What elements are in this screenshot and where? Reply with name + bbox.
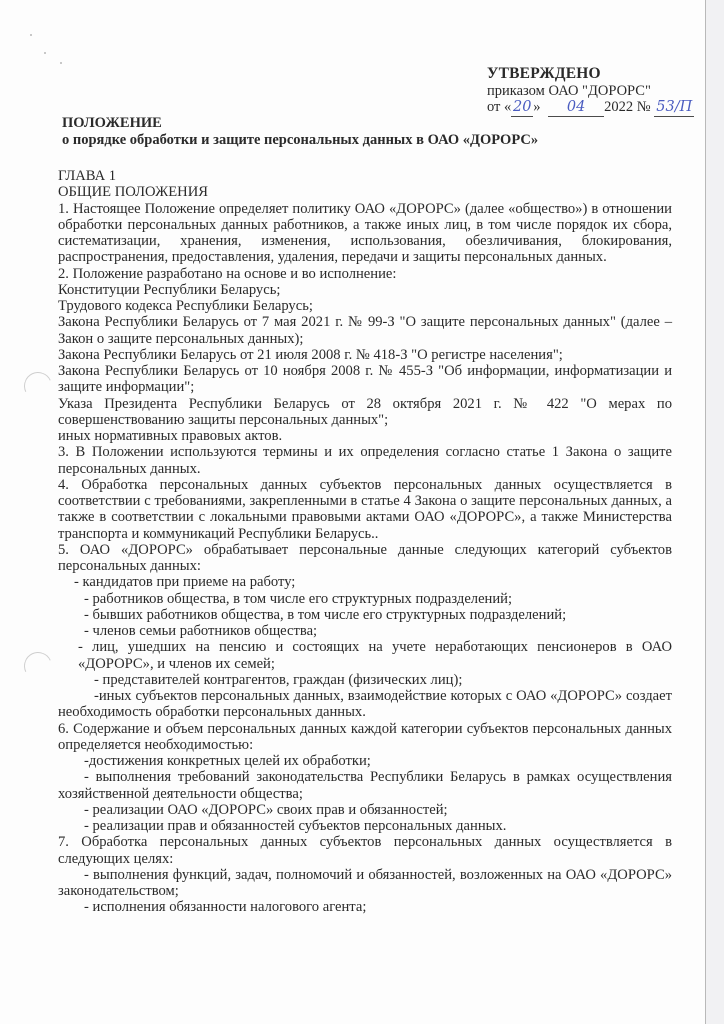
subject-category-item: - кандидатов при приеме на работу; xyxy=(74,574,296,591)
paragraph-4: 4. Обработка персональных данных субъектов персональных данных осуществляется в соответствии с требованиями, закрепленными в статье 4 Закона о защите персональных данных, а также в соответствии с локальными правовыми актами ОАО «ДОРОРС», а также Министерства транспорта и коммуникаций Республики Беларусь.. xyxy=(58,476,672,542)
approval-date-line xyxy=(487,99,694,117)
document-body xyxy=(58,168,672,916)
legal-basis-item: Указа Президента Республики Беларусь от 28 октября 2021 г. № 422 "О мерах по совершенствованию защиты персональных данных"; xyxy=(58,395,672,428)
paragraph-5: 5. ОАО «ДОРОРС» обрабатывает персональные данные следующих категорий субъектов персональных данных: xyxy=(58,541,672,574)
paragraph-7: 7. Обработка персональных данных субъектов персональных данных осуществляется в следующих целях: xyxy=(58,834,672,867)
handwritten-month: 04 xyxy=(548,99,604,117)
legal-basis-item: Закона Республики Беларусь от 21 июля 2008 г. № 418-З "О регистре населения"; xyxy=(58,346,563,363)
paragraph-1: 1. Настоящее Положение определяет политику ОАО «ДОРОРС» (далее «общество») в отношении обработки персональных данных работников, а также иных лиц, в том числе порядок их сбора, систематизации, хранения, изменения, использования, обезличивания, блокирования, распространения, предоставления, удаления, передачи и защиты персональных данных. xyxy=(58,200,672,266)
paragraph-2: 2. Положение разработано на основе и во исполнение: xyxy=(58,265,397,282)
purpose-item: - выполнения функций, задач, полномочий и обязанностей, возложенных на ОАО «ДОРОРС» законодательством; xyxy=(58,866,672,899)
title-line-1: ПОЛОЖЕНИЕ xyxy=(62,115,162,131)
legal-basis-item: Трудового кодекса Республики Беларусь; xyxy=(58,298,313,314)
subject-category-item: - членов семьи работников общества; xyxy=(84,623,318,639)
title-line-2: о порядке обработки и защите персональных данных в ОАО «ДОРОРС» xyxy=(62,132,539,148)
legal-basis-item: Конституции Республики Беларусь; xyxy=(58,281,281,298)
handwritten-day: 20 xyxy=(513,99,532,115)
legal-basis-item: Закона Республики Беларусь от 7 мая 2021 г. № 99-З "О защите персональных данных" (далее – Закон о защите персональных данных); xyxy=(58,314,672,347)
subject-category-item: - работников общества, в том числе его структурных подразделений; xyxy=(84,590,513,607)
subject-category-item: - лиц, ушедших на пенсию и состоящих на учете неработающих пенсионеров в ОАО «ДОРОРС», и членов их семей; xyxy=(78,639,672,672)
punch-hole-mark xyxy=(20,648,56,684)
date-mid: » xyxy=(533,99,541,115)
subject-category-item: - представителей контрагентов, граждан (физических лиц); xyxy=(94,671,463,688)
necessity-item: - реализации прав и обязанностей субъектов персональных данных. xyxy=(84,818,507,834)
necessity-item: - реализации ОАО «ДОРОРС» своих прав и обязанностей; xyxy=(84,801,448,818)
necessity-item: - выполнения требований законодательства Республики Беларусь в рамках осуществления хозяйственной деятельности общества; xyxy=(58,769,672,802)
year-text: 2022 № xyxy=(604,99,651,115)
approval-stamp-block xyxy=(487,66,694,117)
purpose-item: - исполнения обязанности налогового агента; xyxy=(84,899,367,916)
legal-basis-item: иных нормативных правовых актов. xyxy=(58,428,283,444)
scan-speck xyxy=(30,34,32,36)
handwritten-order-number: 53/П xyxy=(654,99,694,117)
punch-hole-mark xyxy=(20,368,56,404)
legal-basis-item: Закона Республики Беларусь от 10 ноября 2008 г. № 455-З "Об информации, информатизации и защите информации"; xyxy=(58,363,672,396)
approval-order-line: приказом ОАО "ДОРОРС" xyxy=(487,82,651,99)
approval-heading: УТВЕРЖДЕНО xyxy=(487,65,601,82)
subject-category-item: - бывших работников общества, в том числе его структурных подразделений; xyxy=(84,606,567,623)
paragraph-6: 6. Содержание и объем персональных данных каждой категории субъектов персональных данных определяется необходимостью: xyxy=(58,720,672,753)
scan-speck xyxy=(44,52,46,54)
page-edge-line xyxy=(705,0,706,1024)
scan-speck xyxy=(60,62,62,64)
paragraph-3: 3. В Положении используются термины и их определения согласно статье 1 Закона о защите персональных данных. xyxy=(58,444,672,477)
chapter-number: ГЛАВА 1 xyxy=(58,168,117,184)
document-title xyxy=(62,115,538,149)
subject-category-item: -иных субъектов персональных данных, взаимодействие которых с ОАО «ДОРОРС» создает необходимость обработки персональных данных. xyxy=(58,688,672,721)
chapter-name: ОБЩИЕ ПОЛОЖЕНИЯ xyxy=(58,184,208,201)
necessity-item: -достижения конкретных целей их обработки; xyxy=(84,753,371,769)
date-prefix: от « xyxy=(487,99,512,115)
page-edge-shadow xyxy=(706,0,724,1024)
